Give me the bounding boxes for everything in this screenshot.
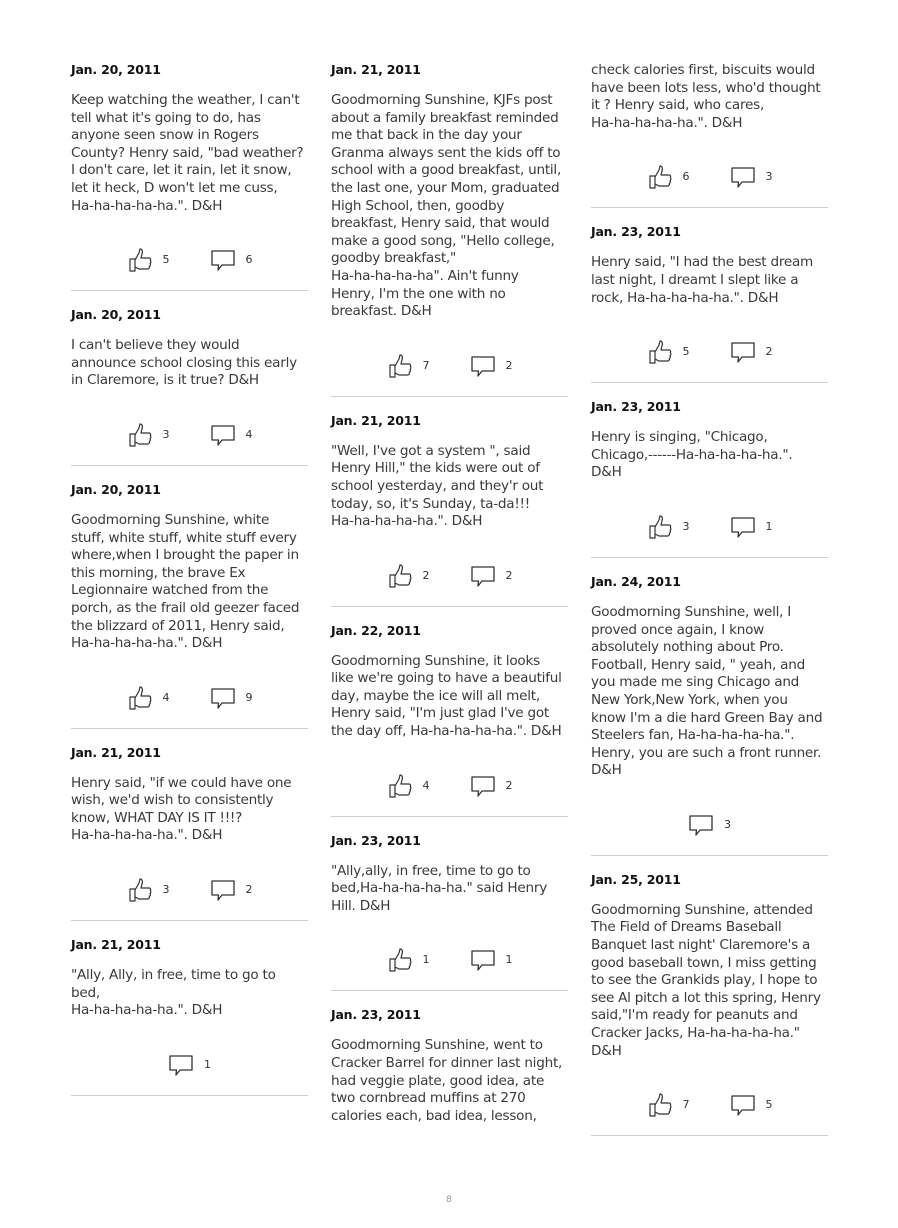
comment-count: 9: [245, 690, 253, 704]
post-divider: [331, 396, 568, 397]
thumbs-up-icon: [127, 685, 153, 711]
post-text: Goodmorning Sunshine, white stuff, white stuff, white stuff every where,when I brought the paper in this morning, the brave Ex Legionnaire watched from the porch, as the frail old geezer faced the blizzard of 2011, Henry said, Ha-ha-ha-ha-ha.". D&H: [71, 511, 300, 652]
thumbs-up-icon: [127, 247, 153, 273]
comment-bubble-icon: [210, 877, 236, 903]
like-count: 5: [162, 253, 170, 267]
thumbs-up-icon: [387, 353, 413, 379]
comment-button[interactable]: [210, 685, 253, 711]
thumbs-up-icon: [127, 422, 153, 448]
like-count: 3: [162, 427, 170, 441]
like-button[interactable]: [647, 1092, 690, 1118]
reaction-bar: [71, 875, 308, 905]
like-button[interactable]: [387, 353, 430, 379]
comment-count: 3: [724, 817, 731, 831]
post-item: [331, 999, 568, 1125]
like-button[interactable]: [647, 514, 690, 540]
comment-count: 2: [765, 345, 773, 359]
comment-bubble-icon: [210, 422, 236, 448]
comment-bubble-icon: [470, 353, 496, 379]
comment-count: 6: [245, 253, 253, 267]
thumbs-up-icon: [647, 164, 673, 190]
reaction-bar: [71, 683, 308, 713]
post-date: Jan. 20, 2011: [71, 481, 161, 497]
like-count: 7: [422, 358, 430, 372]
post-item: [591, 391, 828, 558]
comment-count: 5: [765, 1098, 773, 1112]
comment-bubble-icon: [688, 812, 714, 838]
post-divider: [71, 465, 308, 466]
comment-count: 3: [765, 170, 773, 184]
post-date: Jan. 24, 2011: [591, 573, 681, 589]
post-date: Jan. 23, 2011: [331, 832, 421, 848]
post-date: Jan. 20, 2011: [71, 62, 161, 77]
like-button[interactable]: [387, 947, 430, 973]
reaction-bar: [331, 561, 568, 591]
comment-count: 2: [505, 358, 513, 372]
thumbs-up-icon: [647, 1092, 673, 1118]
reaction-bar: [71, 420, 308, 450]
comment-bubble-icon: [470, 947, 496, 973]
like-count: 4: [162, 690, 170, 704]
thumbs-up-icon: [387, 773, 413, 799]
reaction-bar: [591, 810, 828, 840]
post-date: Jan. 21, 2011: [71, 937, 161, 953]
post-text: Goodmorning Sunshine, went to Cracker Barrel for dinner last night, had veggie plate, good idea, ate two cornbread muffins at 270 calories each, bad idea, lesson,: [331, 1037, 563, 1124]
comment-button[interactable]: [688, 812, 731, 838]
comment-bubble-icon: [168, 1052, 194, 1078]
post-text: Keep watching the weather, I can't tell what it's going to do, has anyone seen snow in Rogers County? Henry said, "bad weather? I don't care, let it rain, let it snow, let it heck, D won't let me cuss, Ha-ha-ha-ha-ha.". D&H: [71, 92, 304, 214]
post-date: Jan. 21, 2011: [331, 412, 421, 428]
post-item: [331, 405, 568, 607]
post-date: Jan. 23, 2011: [331, 1007, 421, 1023]
like-button[interactable]: [387, 563, 430, 589]
comment-button[interactable]: [470, 563, 513, 589]
reaction-bar: [331, 771, 568, 801]
post-continuation: [591, 62, 828, 208]
post-item: [591, 216, 828, 383]
reaction-bar: [331, 945, 568, 975]
post-item: [71, 929, 308, 1096]
comment-count: 4: [245, 427, 253, 441]
comment-count: 2: [245, 883, 253, 897]
like-count: 5: [682, 345, 690, 359]
post-text: I can't believe they would announce school closing this early in Claremore, is it true? D&H: [71, 337, 297, 389]
comment-button[interactable]: [470, 947, 513, 973]
post-item: [71, 62, 308, 291]
post-divider: [71, 1095, 308, 1096]
post-item: [71, 737, 308, 921]
post-text: "Ally,ally, in free, time to go to bed,Ha-ha-ha-ha-ha." said Henry Hill. D&H: [331, 862, 548, 914]
post-text: Goodmorning Sunshine, it looks like we're going to have a beautiful day, maybe the ice will all melt, Henry said, "I'm just glad I've got the day off, Ha-ha-ha-ha-ha.". D&H: [331, 652, 562, 740]
like-button[interactable]: [127, 247, 170, 273]
post-text: "Ally, Ally, in free, time to go to bed, Ha-ha-ha-ha-ha.". D&H: [71, 967, 276, 1019]
like-count: 6: [682, 170, 690, 184]
post-divider: [591, 855, 828, 856]
comment-button[interactable]: [470, 773, 513, 799]
post-divider: [591, 1135, 828, 1136]
post-column-1: [71, 62, 308, 1104]
like-button[interactable]: [647, 339, 690, 365]
post-date: Jan. 20, 2011: [71, 307, 161, 323]
comment-button[interactable]: [730, 164, 773, 190]
comment-count: 2: [505, 778, 513, 792]
post-text: Henry said, "if we could have one wish, we'd wish to consistently know, WHAT DAY IS IT !!!? Ha-ha-ha-ha-ha.". D&H: [71, 774, 292, 844]
post-text: Henry said, "I had the best dream last night, I dreamt I slept like a rock, Ha-ha-ha-ha-ha.". D&H: [591, 254, 814, 306]
post-divider: [591, 207, 828, 208]
like-count: 7: [682, 1098, 690, 1112]
reaction-bar: [331, 351, 568, 381]
comment-count: 1: [505, 953, 513, 967]
like-button[interactable]: [647, 164, 690, 190]
comment-count: 1: [204, 1057, 211, 1071]
comment-bubble-icon: [470, 773, 496, 799]
like-button[interactable]: [387, 773, 430, 799]
like-count: 3: [162, 883, 170, 897]
thumbs-up-icon: [387, 947, 413, 973]
post-divider: [591, 382, 828, 383]
post-item: [331, 62, 568, 397]
reaction-bar: [591, 1090, 828, 1120]
post-item: [71, 474, 308, 729]
like-count: 3: [682, 519, 690, 533]
comment-button[interactable]: [210, 422, 253, 448]
comment-button[interactable]: [210, 247, 253, 273]
post-item: [591, 566, 828, 856]
comment-button[interactable]: [730, 339, 773, 365]
like-button[interactable]: [127, 877, 170, 903]
comment-bubble-icon: [730, 164, 756, 190]
post-text: Goodmorning Sunshine, well, I proved once again, I know absolutely nothing about Pro. Football, Henry said, " yeah, and you made me sing Chicago and New York,New York, when you know I'm a die hard Green Bay and Steelers fan, Ha-ha-ha-ha-ha.". Henry, you are such a front runner. D&H: [591, 603, 823, 779]
post-text: Goodmorning Sunshine, KJFs post about a family breakfast reminded me that back in the day your Granma always sent the kids off to school with a good breakfast, until, the last one, your Mom, graduated High School, then, goodby breakfast, Henry said, that would make a good song, "Hello college, goodby breakfast," Ha-ha-ha-ha-ha". Ain't funny Henry, I'm the one with no breakfast. D&H: [331, 92, 562, 320]
reaction-bar: [71, 245, 308, 275]
comment-button[interactable]: [730, 1092, 773, 1118]
comment-button[interactable]: [470, 353, 513, 379]
comment-bubble-icon: [210, 685, 236, 711]
reaction-bar: [591, 337, 828, 367]
post-text: Henry is singing, "Chicago, Chicago,------Ha-ha-ha-ha-ha.". D&H: [591, 429, 793, 481]
reaction-bar: [591, 162, 828, 192]
post-text: "Well, I've got a system ", said Henry Hill," the kids were out of school yesterday, and they'r out today, so, it's Sunday, ta-da!!! Ha-ha-ha-ha-ha.". D&H: [331, 442, 544, 530]
reaction-bar: [591, 512, 828, 542]
post-divider: [71, 290, 308, 291]
post-item: [71, 299, 308, 466]
comment-bubble-icon: [470, 563, 496, 589]
post-item: [331, 615, 568, 817]
thumbs-up-icon: [647, 514, 673, 540]
post-date: Jan. 23, 2011: [591, 224, 681, 240]
comment-button[interactable]: [168, 1052, 211, 1078]
comment-bubble-icon: [210, 247, 236, 273]
post-column-3: [591, 62, 828, 1144]
comment-bubble-icon: [730, 514, 756, 540]
thumbs-up-icon: [127, 877, 153, 903]
comment-button[interactable]: [210, 877, 253, 903]
post-divider: [331, 606, 568, 607]
post-column-2: [331, 62, 568, 1125]
post-date: Jan. 23, 2011: [591, 399, 681, 415]
reaction-bar: [71, 1050, 308, 1080]
comment-button[interactable]: [730, 514, 773, 540]
like-button[interactable]: [127, 422, 170, 448]
thumbs-up-icon: [387, 563, 413, 589]
like-count: 1: [422, 953, 430, 967]
post-divider: [591, 557, 828, 558]
post-date: Jan. 21, 2011: [71, 744, 161, 760]
post-divider: [71, 920, 308, 921]
comment-count: 1: [765, 519, 773, 533]
like-count: 4: [422, 778, 430, 792]
post-divider: [71, 728, 308, 729]
like-button[interactable]: [127, 685, 170, 711]
comment-bubble-icon: [730, 339, 756, 365]
post-text: Goodmorning Sunshine, attended The Field of Dreams Baseball Banquet last night' Claremore's a good baseball town, I miss getting to see the Grankids play, I hope to see Al pitch a lot this spring, Henry said,"I'm ready for peanuts and Cracker Jacks, Ha-ha-ha-ha-ha." D&H: [591, 901, 821, 1059]
page-number: 8: [446, 1195, 452, 1205]
post-date: Jan. 25, 2011: [591, 871, 681, 887]
post-text: check calories first, biscuits would have been lots less, who'd thought it ? Henry said, who cares, Ha-ha-ha-ha-ha.". D&H: [591, 62, 821, 131]
thumbs-up-icon: [647, 339, 673, 365]
post-divider: [331, 990, 568, 991]
post-date: Jan. 22, 2011: [331, 622, 421, 638]
like-count: 2: [422, 568, 430, 582]
comment-bubble-icon: [730, 1092, 756, 1118]
post-date: Jan. 21, 2011: [331, 62, 421, 77]
post-item: [331, 825, 568, 992]
post-item: [591, 864, 828, 1136]
comment-count: 2: [505, 568, 513, 582]
post-divider: [331, 816, 568, 817]
